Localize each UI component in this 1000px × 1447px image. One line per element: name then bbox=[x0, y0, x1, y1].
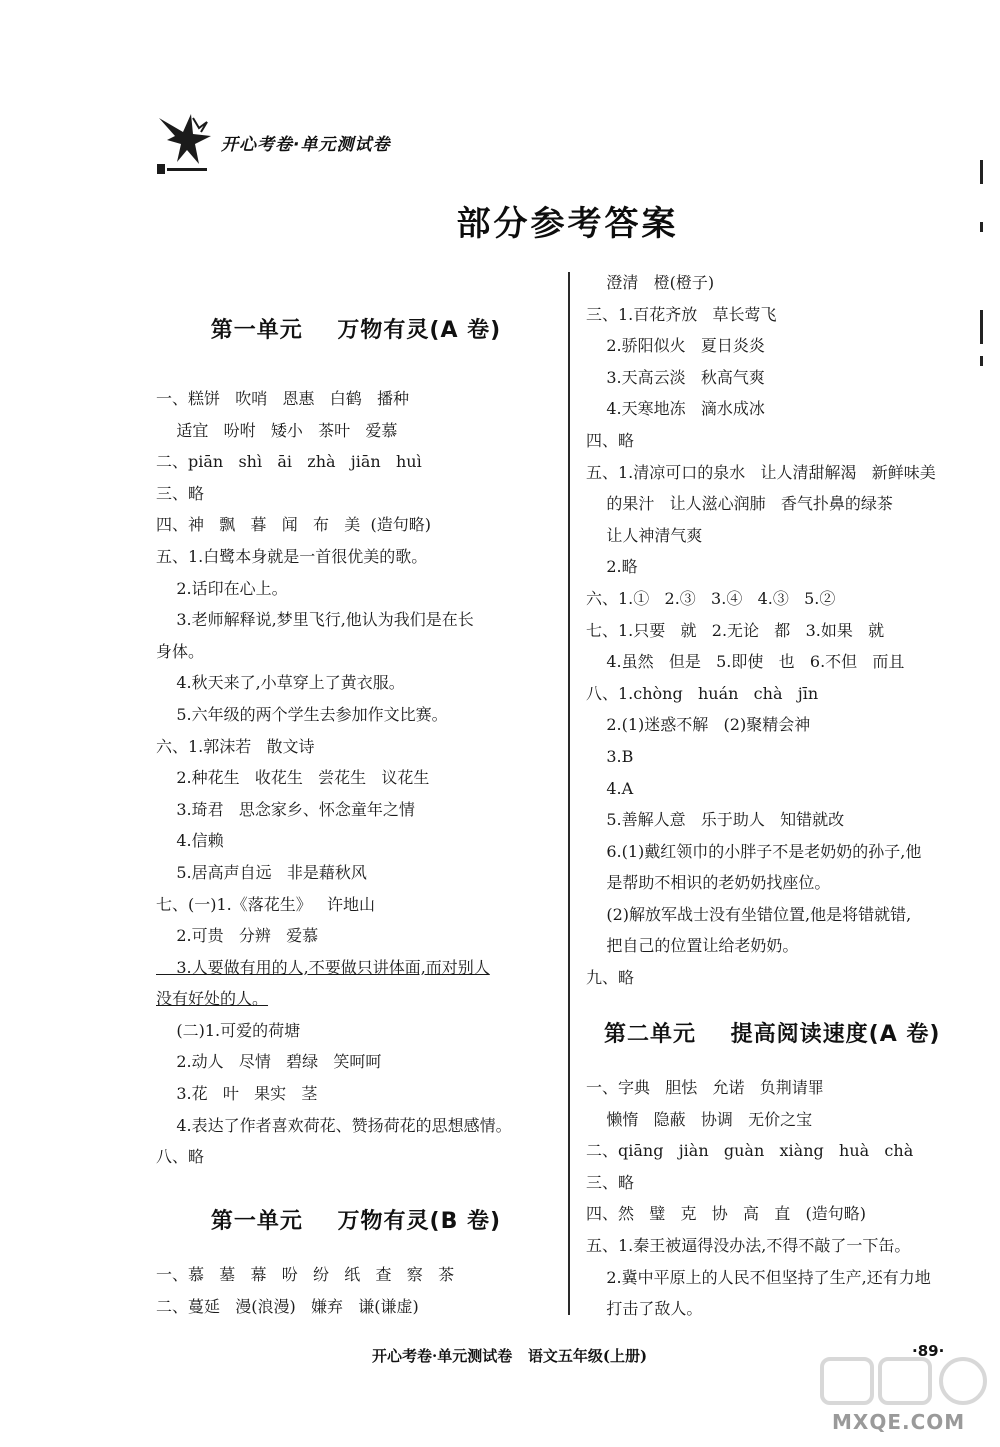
answer-line: 3.花 叶 果实 茎 bbox=[156, 1084, 318, 1104]
answer-line: 懒惰 隐蔽 协调 无价之宝 bbox=[586, 1109, 813, 1129]
answer-line: 5.善解人意 乐于助人 知错就改 bbox=[586, 810, 845, 830]
answers-right-bottom bbox=[586, 1072, 991, 1325]
answer-line: 打击了敌人。 bbox=[586, 1299, 703, 1319]
answer-line-underlined bbox=[156, 983, 556, 1015]
answer-line: 九、略 bbox=[586, 968, 635, 988]
answer-line: 3.B bbox=[586, 746, 634, 766]
answer-line: 一、字典 胆怯 允诺 负荆请罪 bbox=[586, 1078, 824, 1097]
answer-line: 4.虽然 但是 5.即使 也 6.不但 而且 bbox=[586, 652, 905, 672]
answer-line: 四、然 璧 克 协 高 直 (造句略) bbox=[586, 1204, 867, 1224]
answer-line: 七、1.只要 就 2.无论 都 3.如果 就 bbox=[586, 620, 885, 640]
answer-line: 是帮助不相识的老奶奶找座位。 bbox=[586, 873, 831, 893]
answer-line: 适宜 吩咐 矮小 茶叶 爱慕 bbox=[156, 420, 398, 440]
answer-line: 三、略 bbox=[586, 1172, 635, 1192]
answer-line: 一、糕饼 吹哨 恩惠 白鹤 播种 bbox=[156, 389, 410, 408]
answer-line: 2.略 bbox=[586, 557, 638, 577]
section-heading-unit1-a: 第一单元 万物有灵(A 卷) bbox=[210, 318, 502, 343]
watermark-text: MXQE.COM bbox=[832, 1410, 966, 1434]
answer-line: 6.(1)戴红领巾的小胖子不是老奶奶的孙子,他 bbox=[586, 841, 922, 861]
answer-line: 八、1.chòng huán chà jīn bbox=[586, 683, 819, 703]
header-title: 开心考卷·单元测试卷 bbox=[221, 135, 391, 155]
answer-line: 三、略 bbox=[156, 483, 205, 503]
answer-line: 五、1.白鹭本身就是一首很优美的歌。 bbox=[156, 546, 428, 566]
answer-line: 3.老师解释说,梦里飞行,他认为我们是在长 bbox=[156, 610, 474, 630]
answer-line: 2.冀中平原上的人民不但坚持了生产,还有力地 bbox=[586, 1267, 931, 1287]
answer-line: 2.可贵 分辨 爱慕 bbox=[156, 926, 319, 946]
underlined-text: 3.人要做有用的人,不要做只讲体面,而对别人 bbox=[156, 957, 490, 977]
answer-line: 五、1.清凉可口的泉水 让人清甜解渴 新鲜味美 bbox=[586, 462, 936, 482]
answer-line: 4.秋天来了,小草穿上了黄衣服。 bbox=[156, 673, 405, 693]
answer-line-underlined bbox=[156, 952, 556, 984]
page-number: ·89· bbox=[912, 1342, 945, 1360]
header-brand bbox=[155, 110, 455, 180]
answers-left-a bbox=[156, 383, 556, 1173]
answer-line: 二、蔓延 漫(浪漫) 嫌弃 谦(谦虚) bbox=[156, 1296, 419, 1316]
answer-line: 5.居高声自远 非是藉秋风 bbox=[156, 862, 367, 882]
answer-line: 三、1.百花齐放 草长莺飞 bbox=[586, 304, 777, 324]
answer-line: 六、1.郭沫若 散文诗 bbox=[156, 736, 315, 756]
column-divider bbox=[568, 272, 570, 1315]
page-title: 部分参考答案 bbox=[456, 204, 679, 244]
answer-line: 七、(一)1.《落花生》 许地山 bbox=[156, 894, 376, 914]
answer-line: 的果汁 让人滋心润肺 香气扑鼻的绿茶 bbox=[586, 494, 893, 514]
answer-line: 3.天高云淡 秋高气爽 bbox=[586, 367, 765, 387]
answer-line: 四、略 bbox=[586, 430, 635, 450]
answer-line: 让人神清气爽 bbox=[586, 525, 703, 545]
answer-line: 四、神 飘 暮 闻 布 美 (造句略) bbox=[156, 515, 431, 535]
answer-line: 二、piān shì āi zhà jiān huì bbox=[156, 452, 422, 472]
answer-line: 五、1.秦王被逼得没办法,不得不敲了一下缶。 bbox=[586, 1235, 911, 1255]
answers-left-b bbox=[156, 1259, 556, 1322]
answer-line: 2.话印在心上。 bbox=[156, 578, 288, 598]
answer-line: 八、略 bbox=[156, 1147, 205, 1167]
answer-line: (二)1.可爱的荷塘 bbox=[156, 1020, 301, 1040]
answer-line: 4.信赖 bbox=[156, 831, 224, 851]
answer-line: 身体。 bbox=[156, 641, 205, 661]
footer-text: 开心考卷·单元测试卷 语文五年级(上册) bbox=[372, 1347, 648, 1365]
answer-line: 2.(1)迷惑不解 (2)聚精会神 bbox=[586, 715, 811, 735]
answer-line: 一、慕 墓 幕 吩 纷 纸 查 察 茶 bbox=[156, 1265, 455, 1284]
answer-line: 2.骄阳似火 夏日炎炎 bbox=[586, 336, 765, 356]
answer-line: 4.A bbox=[586, 778, 634, 798]
star-logo-icon bbox=[155, 110, 217, 176]
answers-right-top bbox=[586, 267, 991, 994]
section-heading-unit1-b: 第一单元 万物有灵(B 卷) bbox=[210, 1209, 502, 1234]
answer-line: (2)解放军战士没有坐错位置,他是将错就错, bbox=[586, 904, 912, 924]
underlined-text: 没有好处的人。 bbox=[156, 989, 269, 1009]
answer-line: 澄清 橙(橙子) bbox=[586, 273, 715, 292]
answer-line: 2.动人 尽情 碧绿 笑呵呵 bbox=[156, 1052, 382, 1072]
answer-line: 5.六年级的两个学生去参加作文比赛。 bbox=[156, 704, 448, 724]
answer-line: 2.种花生 收花生 尝花生 议花生 bbox=[156, 768, 430, 788]
answer-line: 把自己的位置让给老奶奶。 bbox=[586, 936, 799, 956]
section-heading-unit2-a: 第二单元 提高阅读速度(A 卷) bbox=[604, 1022, 941, 1047]
answer-line: 3.琦君 思念家乡、怀念童年之情 bbox=[156, 799, 415, 819]
answer-line: 4.天寒地冻 滴水成冰 bbox=[586, 399, 765, 419]
answer-line: 六、1.① 2.③ 3.④ 4.③ 5.② bbox=[586, 588, 836, 608]
answer-line: 4.表达了作者喜欢荷花、赞扬荷花的思想感情。 bbox=[156, 1115, 512, 1135]
answer-line: 二、qiāng jiàn guàn xiàng huà chà bbox=[586, 1141, 914, 1161]
